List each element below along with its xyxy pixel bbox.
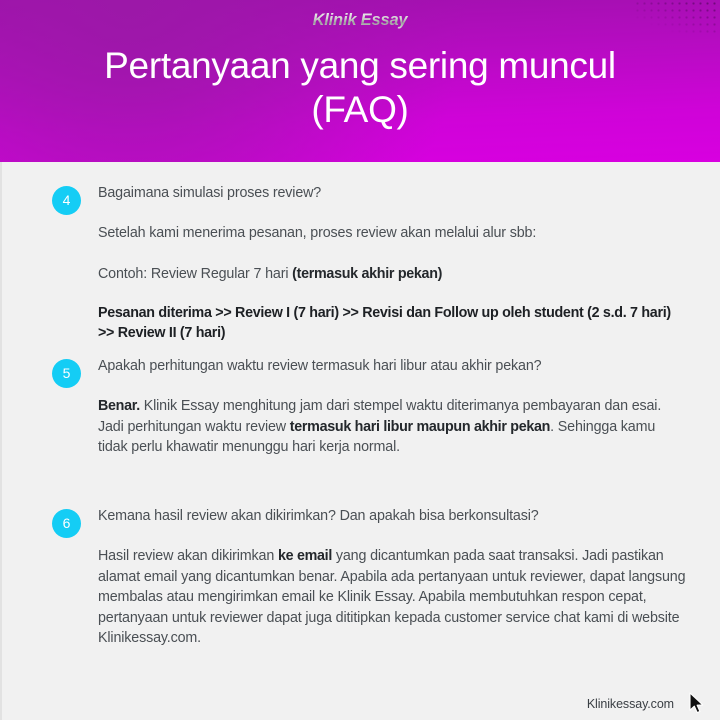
footer-website: Klinikessay.com [586, 697, 674, 711]
answer-text: . Sehingga kamu tidak perlu khawatir menunggu hari kerja normal. [98, 418, 656, 455]
answer-text: Klinik Essay menghitung jam dari stempel waktu diterimanya pembayaran dan esai. Jadi perhitungan waktu review [98, 398, 662, 435]
faq-item [2, 184, 720, 343]
answer-text: Contoh: Review Regular 7 hari [98, 265, 293, 282]
faq-question: Bagaimana simulasi proses review? [98, 185, 322, 201]
answer-text-bold: Pesanan diterima >> Review I (7 hari) >> Revisi dan Follow up oleh student (2 s.d. 7 hari) >> Review II (7 hari) [98, 305, 671, 341]
faq-number-badge: 6 [52, 509, 81, 538]
faq-answer-paragraph [98, 304, 686, 343]
faq-answer-block [98, 223, 686, 343]
mouse-pointer-icon [688, 692, 706, 716]
answer-text-bold: ke email [277, 548, 333, 564]
faq-item [2, 507, 720, 649]
faq-answer-block [98, 546, 686, 649]
faq-list [0, 162, 720, 720]
faq-question: Apakah perhitungan waktu review termasuk hari libur atau akhir pekan? [98, 358, 542, 374]
faq-answer-paragraph [98, 396, 686, 458]
faq-item [2, 357, 720, 458]
faq-answer-block [98, 396, 686, 458]
answer-text-bold: Benar. [98, 398, 140, 414]
answer-text-bold: termasuk hari libur maupun akhir pekan [289, 418, 551, 435]
faq-content [98, 184, 686, 343]
brand-logo: Klinik Essay [0, 11, 720, 30]
faq-answer-paragraph [98, 546, 686, 649]
faq-content [98, 507, 686, 649]
answer-text-bold: (termasuk akhir pekan) [292, 265, 443, 282]
answer-text: Hasil review akan dikirimkan [98, 548, 278, 564]
faq-number-badge: 5 [52, 359, 81, 388]
faq-question: Kemana hasil review akan dikirimkan? Dan apakah bisa berkonsultasi? [98, 508, 539, 524]
page-title-line-1: Pertanyaan yang sering muncul [104, 45, 616, 86]
faq-answer-paragraph [98, 264, 686, 285]
answer-text: Setelah kami menerima pesanan, proses review akan melalui alur sbb: [98, 225, 537, 241]
page-title [0, 44, 720, 132]
page-title-line-2: (FAQ) [311, 89, 409, 130]
faq-number-badge: 4 [52, 186, 81, 215]
faq-answer-paragraph [98, 223, 686, 244]
page-header [0, 0, 720, 162]
answer-text: yang dicantumkan pada saat transaksi. Jadi pastikan alamat email yang dicantumkan benar. Apabila ada pertanyaan untuk reviewer, dapat langsung membalas atau mengirimkan email ke Klinik Essay. Apabila membutuhkan respon cepat, pertanyaan untuk reviewer dapat juga dititipkan kepada customer service chat kami di website Klinikessay.com. [98, 548, 686, 646]
faq-content [98, 357, 686, 458]
